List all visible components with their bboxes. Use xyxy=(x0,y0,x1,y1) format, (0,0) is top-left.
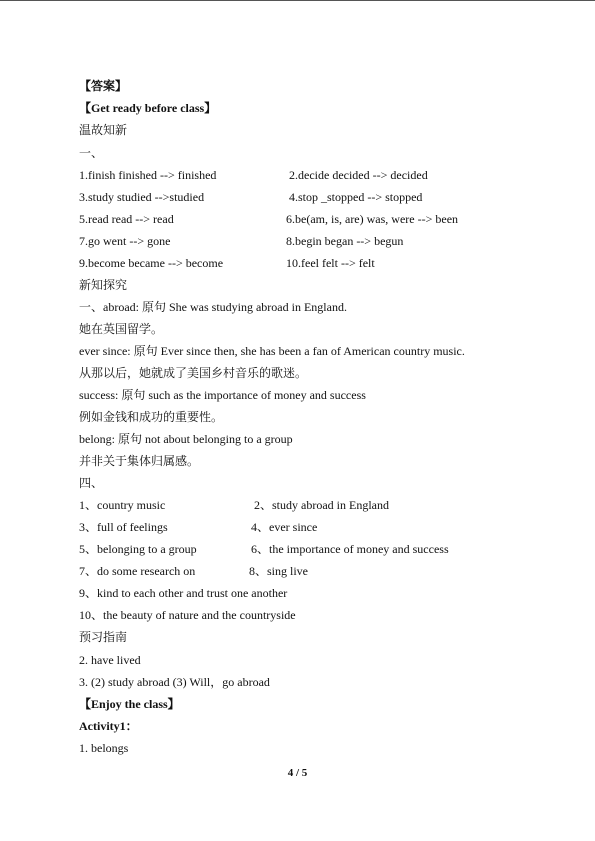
activity-title: Activity1： xyxy=(79,719,138,733)
explore-line: 并非关于集体归属感。 xyxy=(79,454,200,468)
section-get-ready-title: 【Get ready before class】 xyxy=(79,101,217,115)
verb-row-right-3: 6.be(am, is, are) was, were --> been xyxy=(286,212,459,226)
explore-line: 她在英国留学。 xyxy=(79,322,164,336)
page-number: 4 / 5 xyxy=(287,767,308,779)
phrase-9: 9、kind to each other and trust one another xyxy=(79,586,288,600)
verb-row-left-1: 1.finish finished --> finished xyxy=(79,168,217,182)
verb-row-right-2: 4.stop _stopped --> stopped xyxy=(289,190,423,204)
phrase-right-3: 6、the importance of money and success xyxy=(251,542,449,556)
phrase-left-3: 5、belonging to a group xyxy=(79,542,197,556)
top-border xyxy=(0,0,595,1)
review-title: 温故知新 xyxy=(79,123,128,137)
activity-answer-1: 1. belongs xyxy=(79,741,129,755)
explore-line: belong: 原句 not about belonging to a group xyxy=(79,432,293,446)
phrase-right-4: 8、sing live xyxy=(249,564,308,578)
preview-title: 预习指南 xyxy=(79,630,128,644)
verb-row-right-1: 2.decide decided --> decided xyxy=(289,168,428,182)
preview-answer-1: 2. have lived xyxy=(79,653,141,667)
section-enjoy-title: 【Enjoy the class】 xyxy=(79,697,180,711)
answer-header: 【答案】 xyxy=(79,79,128,93)
verb-row-left-4: 7.go went --> gone xyxy=(79,234,171,248)
verb-row-left-5: 9.become became --> become xyxy=(79,256,224,270)
phrase-right-2: 4、ever since xyxy=(251,520,318,534)
verb-row-left-3: 5.read read --> read xyxy=(79,212,174,226)
part1-label: 一、 xyxy=(79,146,104,160)
explore-line: success: 原句 such as the importance of money and success xyxy=(79,388,366,402)
explore-line: ever since: 原句 Ever since then, she has been a fan of American country music. xyxy=(79,344,465,358)
verb-row-right-5: 10.feel felt --> felt xyxy=(286,256,375,270)
new-knowledge-title: 新知探究 xyxy=(79,278,128,292)
part4-label: 四、 xyxy=(79,476,104,490)
explore-line: 一、abroad: 原句 She was studying abroad in England. xyxy=(79,300,347,314)
phrase-left-1: 1、country music xyxy=(79,498,166,512)
verb-row-right-4: 8.begin began --> begun xyxy=(286,234,404,248)
phrase-left-4: 7、do some research on xyxy=(79,564,196,578)
phrase-right-1: 2、study abroad in England xyxy=(254,498,389,512)
phrase-left-2: 3、full of feelings xyxy=(79,520,168,534)
phrase-10: 10、the beauty of nature and the countryside xyxy=(79,608,296,622)
explore-line: 从那以后，她就成了美国乡村音乐的歌迷。 xyxy=(79,366,308,380)
preview-answer-2: 3. (2) study abroad (3) Will，go abroad xyxy=(79,675,270,689)
verb-row-left-2: 3.study studied -->studied xyxy=(79,190,205,204)
explore-line: 例如金钱和成功的重要性。 xyxy=(79,410,224,424)
